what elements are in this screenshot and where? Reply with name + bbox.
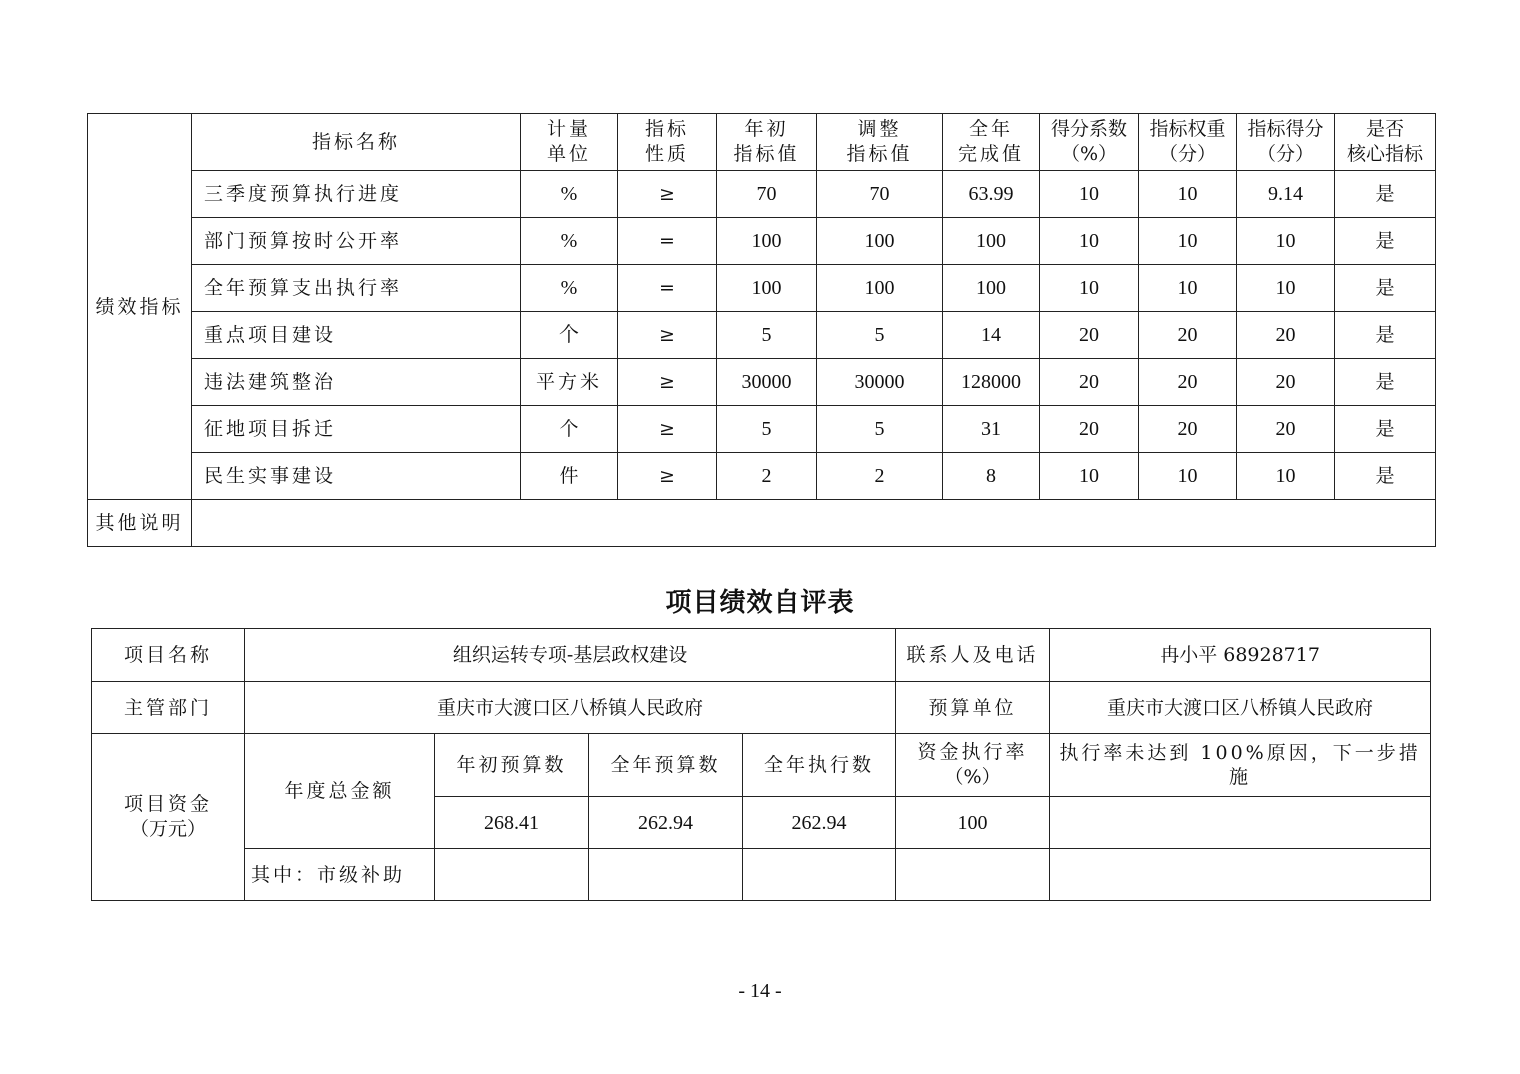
indicator-weight: 10 [1139, 218, 1237, 265]
indicator-actual: 100 [943, 218, 1040, 265]
reason-value [1050, 797, 1431, 849]
indicator-initial: 2 [717, 453, 817, 500]
table-row [88, 218, 1436, 265]
annual-execution-value: 262.94 [743, 797, 896, 849]
subsidy-cell [1050, 849, 1431, 901]
table-row [88, 453, 1436, 500]
other-notes-row [88, 500, 1436, 547]
section-label: 绩效指标 [88, 114, 192, 500]
col-annual-budget: 全年预算数 [589, 734, 743, 797]
indicator-actual: 128000 [943, 359, 1040, 406]
indicator-coef: 10 [1040, 265, 1139, 312]
indicator-adjusted: 100 [817, 265, 943, 312]
indicator-initial: 100 [717, 265, 817, 312]
header-unit: 计量 单位 [521, 114, 618, 171]
indicator-name: 征地项目拆迁 [192, 406, 521, 453]
department-value: 重庆市大渡口区八桥镇人民政府 [245, 682, 896, 734]
table-row [88, 406, 1436, 453]
header-core: 是否 核心指标 [1335, 114, 1436, 171]
subsidy-cell [743, 849, 896, 901]
indicator-initial: 30000 [717, 359, 817, 406]
header-nature: 指标 性质 [618, 114, 717, 171]
header-initial: 年初 指标值 [717, 114, 817, 171]
contact-label: 联系人及电话 [896, 629, 1050, 682]
indicator-initial: 5 [717, 406, 817, 453]
indicator-initial: 70 [717, 171, 817, 218]
budget-unit-label: 预算单位 [896, 682, 1050, 734]
indicator-nature: ≥ [618, 312, 717, 359]
indicator-core: 是 [1335, 312, 1436, 359]
indicator-actual: 63.99 [943, 171, 1040, 218]
indicator-coef: 20 [1040, 359, 1139, 406]
indicator-nature: = [618, 265, 717, 312]
header-coef: 得分系数 （%） [1040, 114, 1139, 171]
header-name: 指标名称 [192, 114, 521, 171]
indicator-weight: 20 [1139, 406, 1237, 453]
indicator-name: 违法建筑整治 [192, 359, 521, 406]
indicator-nature: ≥ [618, 453, 717, 500]
execution-rate-value: 100 [896, 797, 1050, 849]
indicator-core: 是 [1335, 171, 1436, 218]
indicator-score: 10 [1237, 453, 1335, 500]
indicator-coef: 20 [1040, 406, 1139, 453]
indicator-core: 是 [1335, 406, 1436, 453]
indicator-score: 10 [1237, 218, 1335, 265]
table-row [88, 265, 1436, 312]
indicator-actual: 8 [943, 453, 1040, 500]
department-label: 主管部门 [92, 682, 245, 734]
initial-budget-value: 268.41 [435, 797, 589, 849]
indicator-coef: 10 [1040, 218, 1139, 265]
indicator-nature: ≥ [618, 359, 717, 406]
indicator-actual: 100 [943, 265, 1040, 312]
indicator-unit: % [521, 265, 618, 312]
indicator-name: 全年预算支出执行率 [192, 265, 521, 312]
indicator-nature: = [618, 218, 717, 265]
indicator-adjusted: 5 [817, 406, 943, 453]
indicator-core: 是 [1335, 359, 1436, 406]
indicator-actual: 31 [943, 406, 1040, 453]
header-score: 指标得分 （分） [1237, 114, 1335, 171]
indicator-score: 9.14 [1237, 171, 1335, 218]
indicator-weight: 10 [1139, 171, 1237, 218]
table-row [88, 359, 1436, 406]
project-name-value: 组织运转专项-基层政权建设 [245, 629, 896, 682]
indicator-adjusted: 2 [817, 453, 943, 500]
indicator-unit: 个 [521, 312, 618, 359]
col-reason: 执行率未达到 100%原因，下一步措施 [1050, 734, 1431, 797]
indicator-name: 三季度预算执行进度 [192, 171, 521, 218]
header-row [88, 114, 1436, 171]
performance-indicator-table [87, 113, 1436, 547]
indicator-name: 民生实事建设 [192, 453, 521, 500]
indicator-score: 20 [1237, 406, 1335, 453]
indicator-adjusted: 5 [817, 312, 943, 359]
indicator-nature: ≥ [618, 171, 717, 218]
indicator-adjusted: 30000 [817, 359, 943, 406]
indicator-initial: 100 [717, 218, 817, 265]
indicator-coef: 10 [1040, 171, 1139, 218]
subsidy-row [92, 849, 1431, 901]
indicator-initial: 5 [717, 312, 817, 359]
budget-unit-value: 重庆市大渡口区八桥镇人民政府 [1050, 682, 1431, 734]
col-annual-execution: 全年执行数 [743, 734, 896, 797]
col-execution-rate: 资金执行率 （%） [896, 734, 1050, 797]
indicator-core: 是 [1335, 218, 1436, 265]
indicator-weight: 20 [1139, 312, 1237, 359]
indicator-weight: 10 [1139, 265, 1237, 312]
indicator-coef: 10 [1040, 453, 1139, 500]
funds-header-row [92, 734, 1431, 797]
indicator-weight: 20 [1139, 359, 1237, 406]
project-name-row [92, 629, 1431, 682]
total-amount-label: 年度总金额 [245, 734, 435, 849]
page-number: - 14 - [738, 980, 782, 1002]
indicator-unit: % [521, 218, 618, 265]
subsidy-cell [896, 849, 1050, 901]
header-actual: 全年 完成值 [943, 114, 1040, 171]
table-row [88, 312, 1436, 359]
subsidy-cell [435, 849, 589, 901]
indicator-adjusted: 70 [817, 171, 943, 218]
indicator-adjusted: 100 [817, 218, 943, 265]
project-self-evaluation-table [91, 628, 1431, 901]
other-notes-value [192, 500, 1436, 547]
indicator-weight: 10 [1139, 453, 1237, 500]
indicator-score: 20 [1237, 359, 1335, 406]
indicator-nature: ≥ [618, 406, 717, 453]
indicator-name: 部门预算按时公开率 [192, 218, 521, 265]
indicator-actual: 14 [943, 312, 1040, 359]
table-row [88, 171, 1436, 218]
indicator-unit: 件 [521, 453, 618, 500]
subsidy-cell [589, 849, 743, 901]
header-adjusted: 调整 指标值 [817, 114, 943, 171]
indicator-unit: 个 [521, 406, 618, 453]
indicator-score: 10 [1237, 265, 1335, 312]
col-initial-budget: 年初预算数 [435, 734, 589, 797]
header-weight: 指标权重 （分） [1139, 114, 1237, 171]
subsidy-label: 其中：市级补助 [245, 849, 435, 901]
indicator-core: 是 [1335, 453, 1436, 500]
indicator-core: 是 [1335, 265, 1436, 312]
indicator-score: 20 [1237, 312, 1335, 359]
indicator-unit: 平方米 [521, 359, 618, 406]
indicator-unit: % [521, 171, 618, 218]
funds-label: 项目资金 （万元） [92, 734, 245, 901]
project-name-label: 项目名称 [92, 629, 245, 682]
other-notes-label: 其他说明 [88, 500, 192, 547]
indicator-name: 重点项目建设 [192, 312, 521, 359]
department-row [92, 682, 1431, 734]
annual-budget-value: 262.94 [589, 797, 743, 849]
contact-value: 冉小平 68928717 [1050, 629, 1431, 682]
indicator-coef: 20 [1040, 312, 1139, 359]
project-table-title: 项目绩效自评表 [665, 588, 855, 618]
